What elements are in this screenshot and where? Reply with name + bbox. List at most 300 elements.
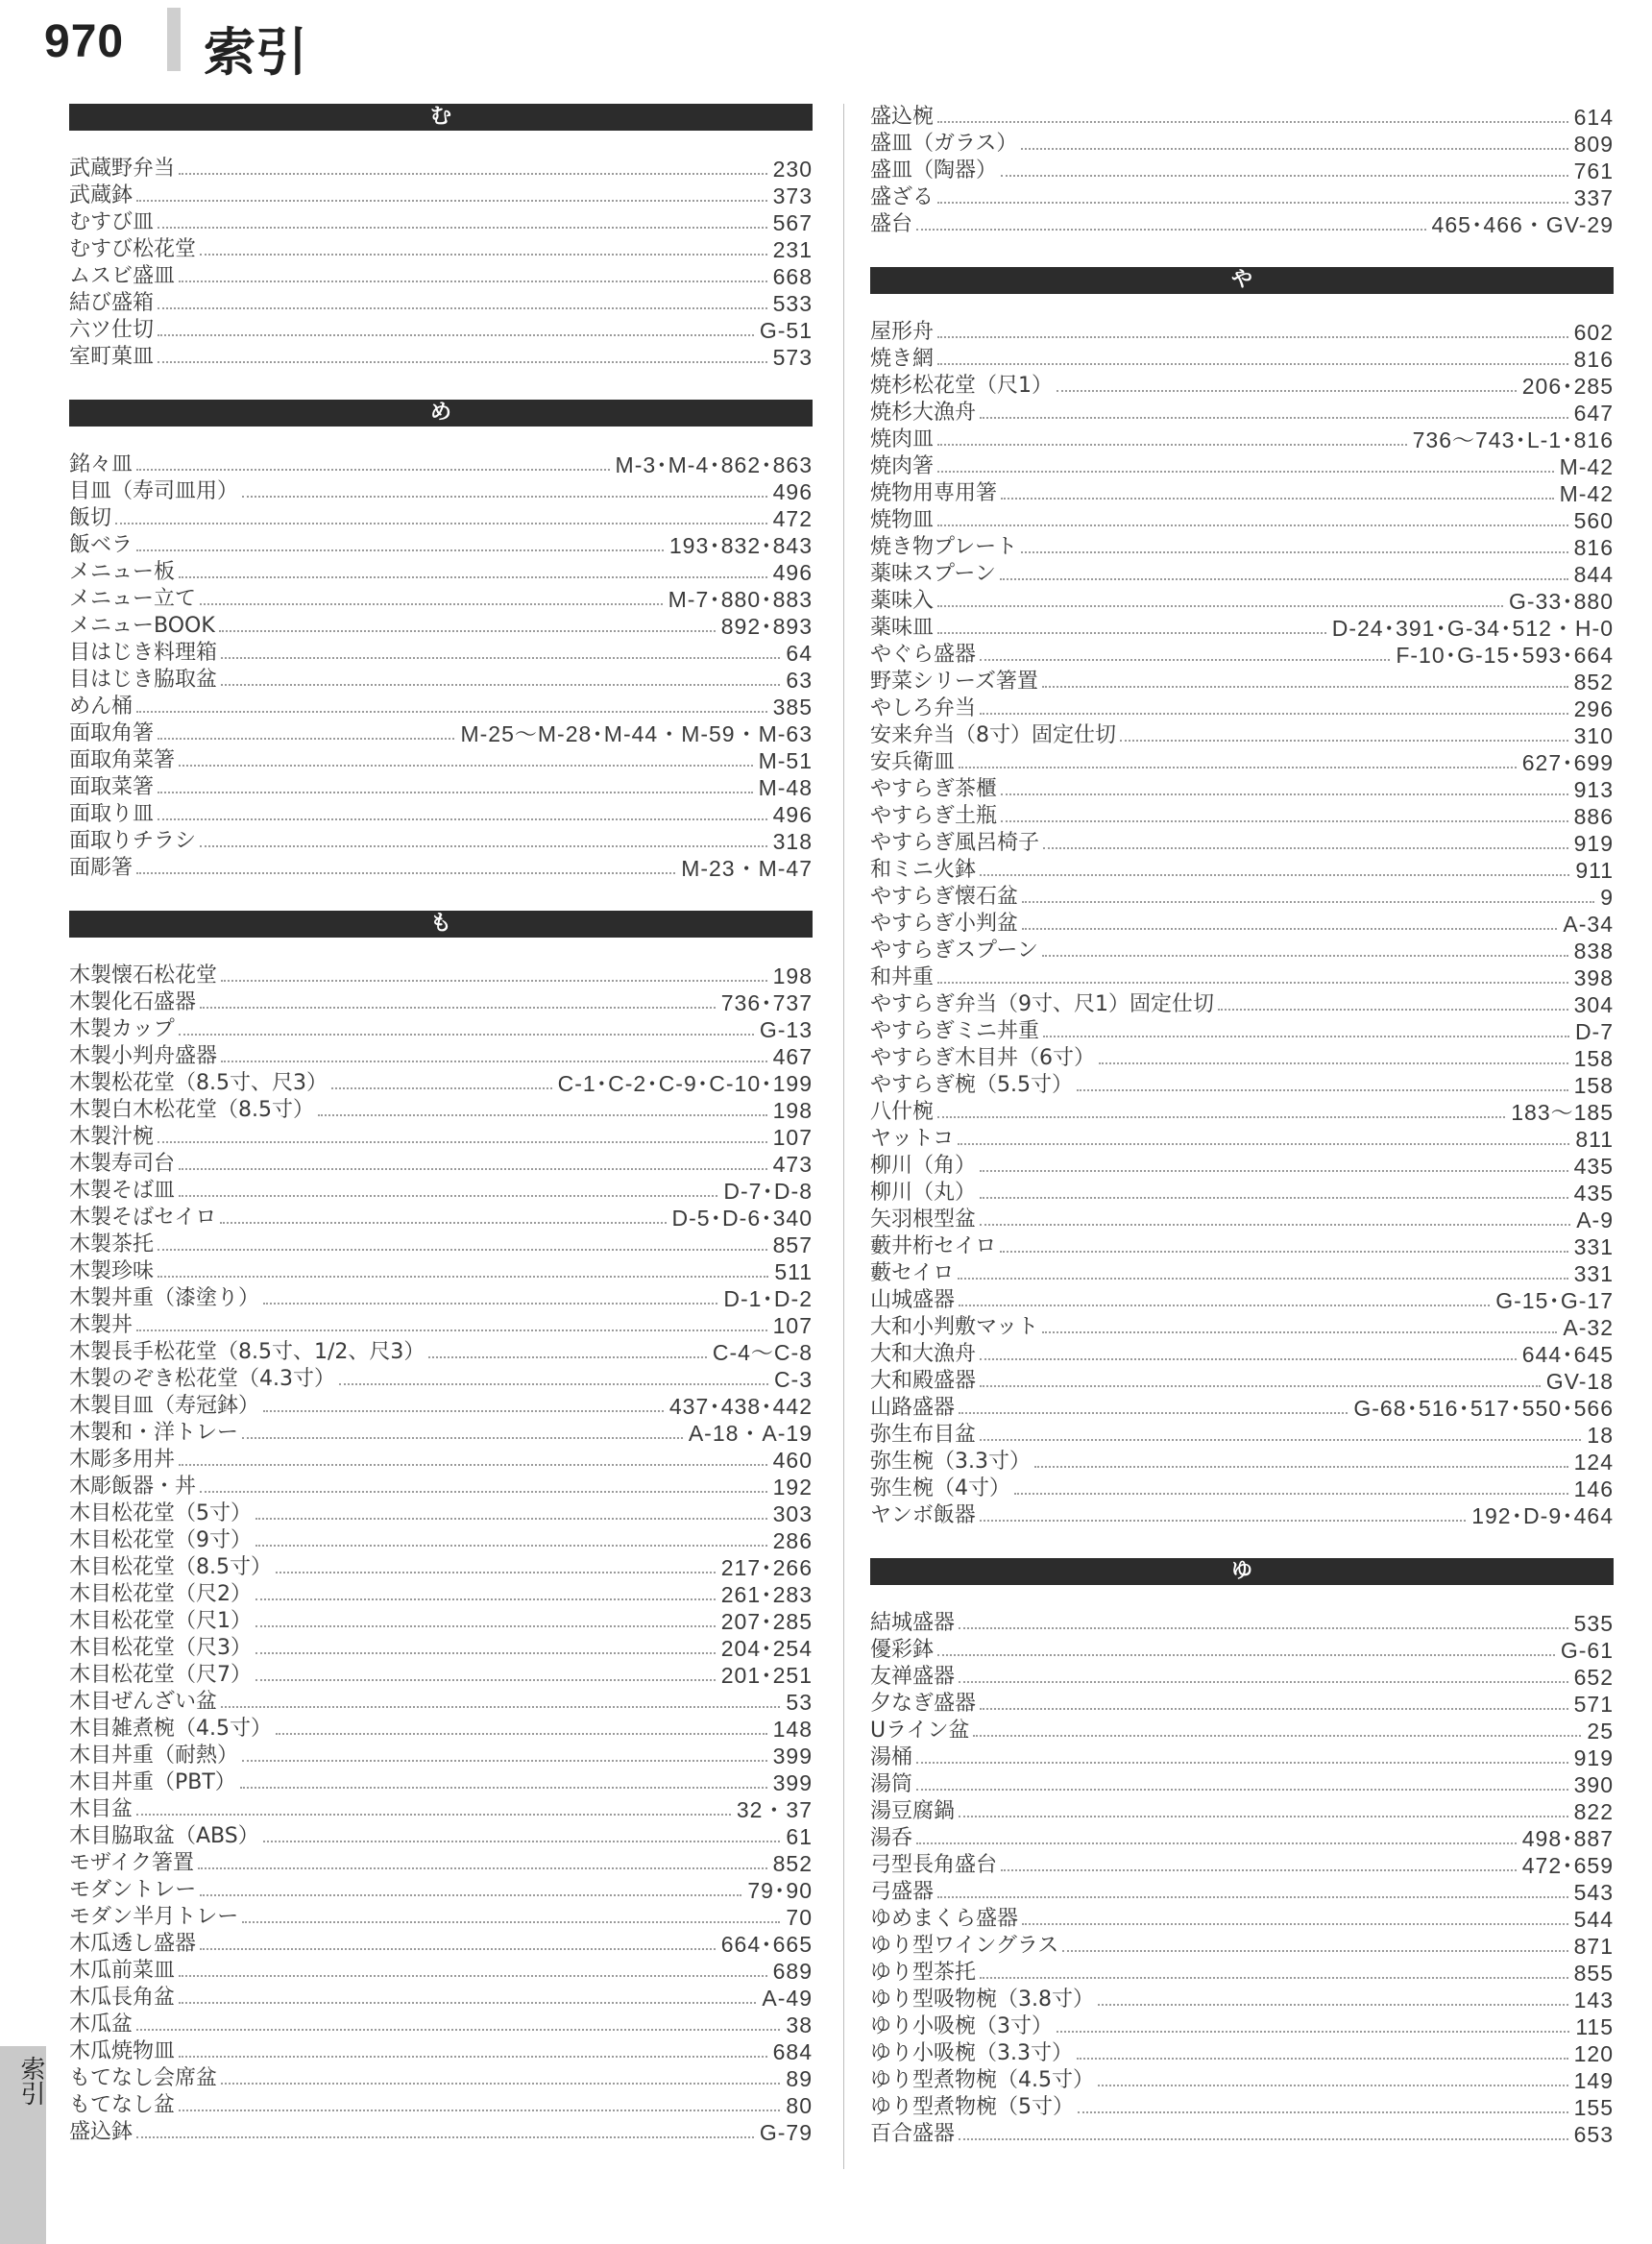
index-entry[interactable] — [870, 588, 1614, 615]
entry-page-ref: 627･699 — [1521, 750, 1614, 775]
dot-leader — [1120, 740, 1568, 742]
entry-page-ref: GV-18 — [1545, 1369, 1614, 1394]
dot-leader — [158, 361, 767, 363]
entry-page-ref: 822 — [1573, 1799, 1614, 1824]
dot-leader — [959, 1627, 1568, 1629]
dot-leader — [158, 738, 454, 740]
side-tab-label: 索引 — [16, 2056, 45, 2106]
index-entry[interactable] — [870, 830, 1614, 857]
entry-name: 木目盆 — [69, 1797, 134, 1821]
index-entry[interactable] — [870, 1852, 1614, 1879]
dot-leader — [980, 1358, 1517, 1360]
index-entry[interactable] — [69, 209, 813, 236]
dot-leader — [158, 818, 767, 820]
index-entry[interactable] — [870, 803, 1614, 830]
entry-page-ref: 736･737 — [720, 990, 813, 1015]
entry-name: 木目脇取盆（ABS） — [69, 1824, 259, 1848]
entry-name: やすらぎ弁当（9寸、尺1）固定仕切 — [870, 992, 1214, 1016]
entry-page-ref: 809 — [1573, 132, 1614, 157]
dot-leader — [1014, 1493, 1568, 1495]
entry-name: 大和殿盛器 — [870, 1369, 977, 1393]
dot-leader — [937, 1654, 1555, 1656]
entry-name: 木製松花堂（8.5寸、尺3） — [69, 1071, 328, 1095]
dot-leader — [158, 307, 767, 309]
dot-leader — [179, 765, 753, 767]
entry-name: やしろ弁当 — [870, 696, 977, 720]
index-entry[interactable] — [870, 1207, 1614, 1233]
entry-name: めん桶 — [69, 695, 134, 719]
entry-name: 盛皿（ガラス） — [870, 132, 1018, 156]
index-entry[interactable] — [870, 1664, 1614, 1691]
entry-page-ref: 192･D-9･464 — [1471, 1503, 1614, 1528]
entry-name: 木製そばセイロ — [69, 1206, 217, 1230]
entry-page-ref: 602 — [1573, 320, 1614, 345]
index-entry[interactable] — [870, 1422, 1614, 1449]
index-entry[interactable] — [69, 774, 813, 801]
dot-leader — [916, 1762, 1568, 1764]
entry-page-ref: M-48 — [758, 775, 813, 800]
entry-page-ref: 201･251 — [720, 1663, 813, 1688]
entry-page-ref: 158 — [1573, 1046, 1614, 1071]
index-entry[interactable] — [69, 1312, 813, 1339]
entry-page-ref: G-33･880 — [1508, 589, 1614, 614]
index-entry[interactable] — [870, 722, 1614, 749]
dot-leader — [959, 767, 1517, 768]
entry-page-ref: 206･285 — [1521, 374, 1614, 399]
entry-page-ref: 155 — [1573, 2095, 1614, 2120]
dot-leader — [980, 713, 1568, 715]
index-entry[interactable] — [69, 290, 813, 317]
index-entry[interactable] — [870, 1341, 1614, 1368]
dot-leader — [1021, 148, 1567, 150]
index-entry[interactable] — [69, 1931, 813, 1958]
index-entry[interactable] — [870, 776, 1614, 803]
index-entry[interactable] — [69, 1393, 813, 1420]
index-entry[interactable] — [870, 427, 1614, 453]
entry-page-ref: 385 — [772, 695, 813, 720]
dot-leader — [973, 1735, 1581, 1737]
header-divider-bar — [167, 8, 181, 71]
index-entry[interactable] — [69, 451, 813, 478]
index-entry[interactable] — [69, 613, 813, 640]
index-entry[interactable] — [870, 615, 1614, 642]
entry-name: 安来弁当（8寸）固定仕切 — [870, 723, 1116, 747]
index-entry[interactable] — [69, 801, 813, 828]
index-entry[interactable] — [870, 561, 1614, 588]
index-entry[interactable] — [69, 1554, 813, 1581]
index-side-tab[interactable] — [0, 2046, 46, 2244]
entry-name: 木彫多用丼 — [69, 1448, 176, 1472]
entry-name: 木瓜透し盛器 — [69, 1932, 197, 1956]
entry-name: 武蔵野弁当 — [69, 157, 176, 181]
index-entry[interactable] — [69, 478, 813, 505]
index-entry[interactable] — [69, 505, 813, 532]
entry-page-ref: G-61 — [1560, 1638, 1614, 1663]
index-entry[interactable] — [69, 1124, 813, 1151]
dot-leader — [221, 1061, 767, 1062]
index-entry[interactable] — [69, 1339, 813, 1366]
entry-page-ref: 80 — [786, 2093, 813, 2118]
dot-leader — [179, 280, 767, 282]
dot-leader — [200, 603, 663, 605]
index-entry[interactable] — [870, 991, 1614, 1018]
dot-leader — [980, 1224, 1570, 1226]
index-entry[interactable] — [69, 559, 813, 586]
entry-name: 銘々皿 — [69, 452, 134, 476]
entry-page-ref: 304 — [1573, 992, 1614, 1017]
index-entry[interactable] — [69, 1985, 813, 2012]
dot-leader — [242, 1437, 683, 1439]
index-entry[interactable] — [870, 1933, 1614, 1960]
entry-name: 焼き網 — [870, 347, 935, 371]
index-entry[interactable] — [69, 828, 813, 855]
dot-leader — [1001, 498, 1554, 500]
dot-leader — [1022, 928, 1557, 930]
entry-name: 湯豆腐鍋 — [870, 1799, 956, 1823]
dot-leader — [937, 471, 1554, 473]
index-entry[interactable] — [69, 640, 813, 667]
dot-leader — [980, 1439, 1581, 1441]
dot-leader — [1043, 847, 1568, 849]
index-entry[interactable] — [870, 1744, 1614, 1771]
entry-name: ゆり型ワイングラス — [870, 1934, 1059, 1958]
entry-page-ref: 811 — [1575, 1127, 1614, 1152]
index-entry[interactable] — [69, 1258, 813, 1285]
entry-page-ref: 467 — [772, 1044, 813, 1069]
dot-leader — [220, 1222, 666, 1224]
entry-name: メニュー立て — [69, 587, 197, 611]
index-entry[interactable] — [870, 1718, 1614, 1744]
entry-page-ref: 644･645 — [1521, 1342, 1614, 1367]
index-entry[interactable] — [870, 1798, 1614, 1825]
index-entry[interactable] — [69, 1769, 813, 1796]
index-entry[interactable] — [69, 667, 813, 694]
entry-page-ref: 816 — [1573, 347, 1614, 372]
index-entry[interactable] — [870, 400, 1614, 427]
entry-name: 目皿（寿司皿用） — [69, 479, 239, 503]
dot-leader — [1042, 1331, 1557, 1333]
entry-name: 木製汁椀 — [69, 1125, 155, 1149]
entry-name: 弥生椀（3.3寸） — [870, 1450, 1031, 1474]
dot-leader — [937, 1896, 1568, 1898]
index-entry[interactable] — [870, 911, 1614, 938]
index-entry[interactable] — [69, 1500, 813, 1527]
entry-page-ref: 120 — [1573, 2041, 1614, 2066]
index-entry[interactable] — [870, 1825, 1614, 1852]
entry-name: 八什椀 — [870, 1100, 935, 1124]
dot-leader — [1099, 1062, 1568, 1064]
entry-page-ref: 435 — [1573, 1154, 1614, 1179]
dot-leader — [263, 1410, 664, 1412]
index-entry[interactable] — [69, 1178, 813, 1205]
dot-leader — [242, 1760, 767, 1762]
index-entry[interactable] — [870, 2121, 1614, 2148]
index-entry[interactable] — [870, 1395, 1614, 1422]
index-entry[interactable] — [69, 236, 813, 263]
index-entry[interactable] — [870, 507, 1614, 534]
index-entry[interactable] — [870, 1180, 1614, 1207]
index-entry[interactable] — [870, 669, 1614, 695]
index-entry[interactable] — [870, 1126, 1614, 1153]
entry-page-ref: 919 — [1573, 1745, 1614, 1770]
index-entry[interactable] — [69, 263, 813, 290]
index-entry[interactable] — [870, 938, 1614, 964]
index-entry[interactable] — [870, 1476, 1614, 1502]
index-entry[interactable] — [870, 319, 1614, 346]
index-entry[interactable] — [870, 1368, 1614, 1395]
index-entry[interactable] — [69, 1581, 813, 1608]
entry-page-ref: 286 — [772, 1528, 813, 1553]
index-entry[interactable] — [870, 480, 1614, 507]
index-entry[interactable] — [870, 1960, 1614, 1987]
entry-name: 目はじき料理箱 — [69, 641, 218, 665]
index-entry[interactable] — [69, 1608, 813, 1635]
entry-page-ref: 32・37 — [736, 1797, 813, 1822]
dot-leader — [158, 334, 754, 336]
dot-leader — [242, 496, 767, 498]
index-entry[interactable] — [870, 2040, 1614, 2067]
index-entry[interactable] — [870, 1045, 1614, 1072]
entry-page-ref: 70 — [786, 1905, 813, 1930]
entry-page-ref: 192 — [772, 1475, 813, 1500]
entry-name: 結城盛器 — [870, 1611, 956, 1635]
dot-leader — [937, 982, 1568, 984]
entry-name: ゆり小吸椀（3寸） — [870, 2014, 1053, 2038]
index-entry[interactable] — [69, 1958, 813, 1985]
entry-name: 木製茶托 — [69, 1232, 155, 1256]
index-entry[interactable] — [69, 1635, 813, 1662]
index-entry[interactable] — [870, 1153, 1614, 1180]
dot-leader — [200, 845, 767, 847]
entry-name: 目はじき脇取盆 — [69, 668, 218, 692]
index-entry[interactable] — [870, 2013, 1614, 2040]
index-entry[interactable] — [870, 964, 1614, 991]
index-entry[interactable] — [870, 749, 1614, 776]
dot-leader — [1001, 793, 1568, 795]
index-entry[interactable] — [69, 855, 813, 882]
index-entry[interactable] — [69, 2065, 813, 2092]
index-entry[interactable] — [870, 1771, 1614, 1798]
index-entry[interactable] — [69, 586, 813, 613]
entry-name: 山城盛器 — [870, 1288, 956, 1312]
index-entry[interactable] — [870, 1879, 1614, 1906]
index-entry[interactable] — [69, 183, 813, 209]
index-entry[interactable] — [870, 1610, 1614, 1637]
dot-leader — [263, 1303, 717, 1305]
dot-leader — [980, 417, 1568, 419]
dot-leader — [179, 2110, 780, 2111]
index-entry[interactable] — [870, 1691, 1614, 1718]
index-entry[interactable] — [870, 1314, 1614, 1341]
dot-leader — [1001, 1869, 1517, 1871]
index-entry[interactable] — [870, 373, 1614, 400]
index-entry[interactable] — [69, 1743, 813, 1769]
index-entry[interactable] — [69, 747, 813, 774]
index-entry[interactable] — [870, 534, 1614, 561]
entry-page-ref: 496 — [772, 560, 813, 585]
index-entry[interactable] — [69, 1420, 813, 1447]
index-entry[interactable] — [870, 1449, 1614, 1476]
entry-page-ref: 146 — [1573, 1476, 1614, 1501]
entry-name: 盛込鉢 — [69, 2120, 134, 2144]
entry-name: 木製小判舟盛器 — [69, 1044, 218, 1068]
entry-page-ref: 18 — [1587, 1423, 1614, 1448]
index-entry[interactable] — [69, 1662, 813, 1689]
entry-page-ref: 303 — [772, 1501, 813, 1526]
entry-page-ref: 871 — [1573, 1934, 1614, 1959]
index-entry[interactable] — [870, 1072, 1614, 1099]
index-entry[interactable] — [69, 1447, 813, 1474]
dot-leader — [198, 1867, 767, 1869]
entry-page-ref: 857 — [772, 1232, 813, 1257]
entry-name: 木瓜長角盆 — [69, 1986, 176, 2010]
entry-name: 盛込椀 — [870, 105, 935, 129]
entry-page-ref: 149 — [1573, 2068, 1614, 2093]
index-entry[interactable] — [870, 695, 1614, 722]
entry-name: 薬味皿 — [870, 616, 935, 640]
index-entry[interactable] — [69, 2012, 813, 2038]
index-entry[interactable] — [69, 1877, 813, 1904]
entry-name: 木製長手松花堂（8.5寸、1/2、尺3） — [69, 1340, 425, 1364]
index-entry[interactable] — [69, 1151, 813, 1178]
entry-page-ref: 310 — [1573, 723, 1614, 748]
index-entry[interactable] — [870, 104, 1614, 131]
entry-page-ref: 373 — [772, 183, 813, 208]
index-entry[interactable] — [69, 1285, 813, 1312]
dot-leader — [980, 1197, 1568, 1199]
entry-page-ref: 543 — [1573, 1880, 1614, 1905]
dot-leader — [1218, 1009, 1568, 1011]
index-section — [69, 911, 813, 2146]
index-entry[interactable] — [870, 884, 1614, 911]
index-entry[interactable] — [69, 1527, 813, 1554]
index-entry[interactable] — [69, 989, 813, 1016]
dot-leader — [959, 1412, 1348, 1414]
entry-page-ref: C-4～C-8 — [712, 1340, 813, 1365]
entry-name: むすび皿 — [69, 210, 155, 234]
index-entry[interactable] — [69, 1689, 813, 1716]
index-entry[interactable] — [870, 2067, 1614, 2094]
index-entry[interactable] — [870, 1502, 1614, 1529]
dot-leader — [200, 1894, 741, 1896]
entry-name: 弓盛器 — [870, 1880, 935, 1904]
entry-page-ref: 465･466・GV-29 — [1431, 212, 1614, 237]
index-entry[interactable] — [870, 1233, 1614, 1260]
index-entry[interactable] — [69, 1016, 813, 1043]
dot-leader — [1000, 578, 1568, 580]
entry-page-ref: 472 — [772, 506, 813, 531]
index-entry[interactable] — [69, 1796, 813, 1823]
index-entry[interactable] — [870, 2094, 1614, 2121]
index-entry[interactable] — [69, 2092, 813, 2119]
index-entry[interactable] — [69, 1474, 813, 1500]
entry-page-ref: G-68･516･517･550･566 — [1353, 1396, 1614, 1421]
entry-page-ref: 533 — [772, 291, 813, 316]
entry-name: ゆり型吸物椀（3.8寸） — [870, 1988, 1094, 2012]
entry-name: 木目松花堂（8.5寸） — [69, 1555, 272, 1579]
dot-leader — [1022, 1923, 1568, 1925]
index-entry[interactable] — [870, 1260, 1614, 1287]
dot-leader — [916, 1789, 1568, 1791]
index-entry[interactable] — [69, 156, 813, 183]
entry-page-ref: A-49 — [762, 1986, 813, 2011]
entry-name: 友禅盛器 — [870, 1665, 956, 1689]
index-entry[interactable] — [69, 1716, 813, 1743]
index-entry[interactable] — [870, 346, 1614, 373]
dot-leader — [158, 1141, 767, 1143]
section-header: や — [870, 267, 1614, 294]
index-entry[interactable] — [870, 642, 1614, 669]
index-entry[interactable] — [69, 720, 813, 747]
index-section — [870, 104, 1614, 238]
entry-name: 木製和・洋トレー — [69, 1421, 239, 1445]
entry-page-ref: 25 — [1587, 1719, 1614, 1744]
index-entry[interactable] — [69, 1904, 813, 1931]
dot-leader — [255, 1518, 767, 1520]
index-entry[interactable] — [870, 1637, 1614, 1664]
entry-name: 木目松花堂（尺3） — [69, 1636, 252, 1660]
index-entry[interactable] — [870, 1018, 1614, 1045]
index-entry[interactable] — [69, 1232, 813, 1258]
entry-page-ref: M-23・M-47 — [681, 856, 813, 881]
dot-leader — [1043, 1036, 1569, 1037]
entry-page-ref: 143 — [1573, 1988, 1614, 2012]
entry-page-ref: 398 — [1573, 965, 1614, 990]
index-entry[interactable] — [870, 211, 1614, 238]
dot-leader — [200, 1948, 716, 1950]
entry-name: 飯ベラ — [69, 533, 134, 557]
dot-leader — [1001, 175, 1568, 177]
index-entry[interactable] — [69, 1205, 813, 1232]
index-entry[interactable] — [69, 1823, 813, 1850]
dot-leader — [980, 1170, 1568, 1172]
index-entry[interactable] — [870, 1906, 1614, 1933]
index-entry[interactable] — [69, 317, 813, 344]
entry-name: 結び盛箱 — [69, 291, 155, 315]
index-entry[interactable] — [870, 453, 1614, 480]
index-entry[interactable] — [870, 1099, 1614, 1126]
index-entry[interactable] — [69, 694, 813, 720]
index-entry[interactable] — [69, 1850, 813, 1877]
index-entry[interactable] — [870, 158, 1614, 184]
dot-leader — [937, 444, 1407, 446]
entry-page-ref: 571 — [1573, 1692, 1614, 1717]
entry-page-ref: 573 — [772, 345, 813, 370]
index-entry[interactable] — [870, 131, 1614, 158]
dot-leader — [255, 1652, 716, 1654]
entry-name: やすらぎ木目丼（6寸） — [870, 1046, 1095, 1070]
index-entry[interactable] — [69, 532, 813, 559]
entry-name: 大和大漁舟 — [870, 1342, 977, 1366]
index-entry[interactable] — [870, 857, 1614, 884]
index-entry[interactable] — [69, 1070, 813, 1097]
index-entry[interactable] — [69, 2038, 813, 2065]
index-entry[interactable] — [69, 1097, 813, 1124]
index-entry[interactable] — [69, 1366, 813, 1393]
index-entry[interactable] — [870, 184, 1614, 211]
entry-page-ref: 89 — [786, 2066, 813, 2091]
index-entry[interactable] — [870, 1287, 1614, 1314]
index-entry[interactable] — [69, 1043, 813, 1070]
entry-name: 柳川（角） — [870, 1154, 977, 1178]
dot-leader — [115, 523, 767, 524]
entry-name: やすらぎ椀（5.5寸） — [870, 1073, 1073, 1097]
index-entry[interactable] — [69, 963, 813, 989]
index-entry[interactable] — [870, 1987, 1614, 2013]
index-entry[interactable] — [69, 2119, 813, 2146]
entry-name: 面取角菜箸 — [69, 748, 176, 772]
index-entry[interactable] — [69, 344, 813, 371]
